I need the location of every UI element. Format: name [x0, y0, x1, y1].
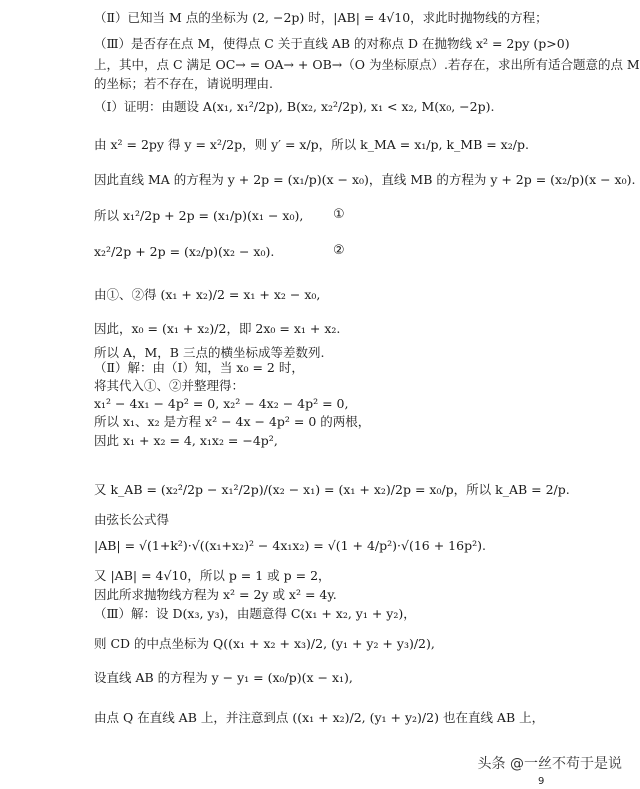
- parabola-equations: 因此所求抛物线方程为 x² = 2y 或 x² = 4y.: [94, 587, 337, 602]
- page-number: 9: [538, 776, 545, 787]
- problem-part-3-cont2: 的坐标；若不存在，请说明理由.: [94, 76, 273, 91]
- arithmetic-sequence: 所以 A，M，B 三点的横坐标成等差数列.: [94, 345, 325, 360]
- problem-part-3: （Ⅲ）是否存在点 M，使得点 C 关于直线 AB 的对称点 D 在抛物线 x² = 2py (p>0): [94, 36, 570, 51]
- derivative-line: 由 x² = 2py 得 y = x²/2p，则 y′ = x/p，所以 k_MA = x₁/p, k_MB = x₂/p.: [94, 137, 529, 152]
- solution-part-1-intro: （Ⅰ）证明：由题设 A(x₁, x₁²/2p), B(x₂, x₂²/2p), x₁ < x₂, M(x₀, −2p).: [94, 99, 495, 114]
- line-ab-equation: 设直线 AB 的方程为 y − y₁ = (x₀/p)(x − x₁),: [94, 670, 353, 685]
- slope-ab: 又 k_AB = (x₂²/2p − x₁²/2p)/(x₂ − x₁) = (x₁ + x₂)/2p = x₀/p，所以 k_AB = 2/p.: [94, 482, 570, 497]
- p-values: 又 |AB| = 4√10，所以 p = 1 或 p = 2，: [94, 568, 331, 583]
- roots-statement: 所以 x₁、x₂ 是方程 x² − 4x − 4p² = 0 的两根，: [94, 414, 371, 429]
- chord-length-formula: |AB| = √(1+k²)·√((x₁+x₂)² − 4x₁x₂) = √(1 + 4/p²)·√(16 + 16p²).: [94, 538, 486, 553]
- vieta: 因此 x₁ + x₂ = 4, x₁x₂ = −4p²,: [94, 433, 278, 448]
- problem-part-2: （Ⅱ）已知当 M 点的坐标为 (2, −2p) 时，|AB| = 4√10，求此时抛物线的方程；: [94, 10, 548, 25]
- chord-length-intro: 由弦长公式得: [94, 512, 170, 527]
- quadratic-equations: x₁² − 4x₁ − 4p² = 0, x₂² − 4x₂ − 4p² = 0,: [94, 396, 349, 411]
- combine-equations: 由①、②得 (x₁ + x₂)/2 = x₁ + x₂ − x₀,: [94, 287, 321, 302]
- solution-part-3-intro: （Ⅲ）解：设 D(x₃, y₃)，由题意得 C(x₁ + x₂, y₁ + y₂)，: [94, 606, 416, 621]
- solution-part-2-intro: （Ⅱ）解：由（Ⅰ）知，当 x₀ = 2 时，: [94, 360, 304, 375]
- problem-part-3-cont1: 上，其中，点 C 满足 OC→ = OA→ + OB→（O 为坐标原点）.若存在，求出所有适合题意的点 M: [94, 57, 640, 72]
- tangent-lines: 因此直线 MA 的方程为 y + 2p = (x₁/p)(x − x₀)，直线 MB 的方程为 y + 2p = (x₂/p)(x − x₀).: [94, 172, 636, 187]
- equation-1: 所以 x₁²/2p + 2p = (x₁/p)(x₁ − x₀),: [94, 208, 304, 223]
- substitute: 将其代入①、②并整理得：: [94, 378, 245, 393]
- equation-2: x₂²/2p + 2p = (x₂/p)(x₂ − x₀).: [94, 244, 275, 259]
- midpoint-q: 则 CD 的中点坐标为 Q((x₁ + x₂ + x₃)/2, (y₁ + y₂ + y₃)/2),: [94, 636, 435, 651]
- equation-number-1: ①: [333, 207, 345, 222]
- source-watermark: 头条 @一丝不苟于是说: [477, 756, 622, 772]
- point-q-on-ab: 由点 Q 在直线 AB 上，并注意到点 ((x₁ + x₂)/2, (y₁ + y₂)/2) 也在直线 AB 上，: [94, 710, 545, 725]
- equation-number-2: ②: [333, 243, 345, 258]
- x0-result: 因此，x₀ = (x₁ + x₂)/2，即 2x₀ = x₁ + x₂.: [94, 321, 341, 336]
